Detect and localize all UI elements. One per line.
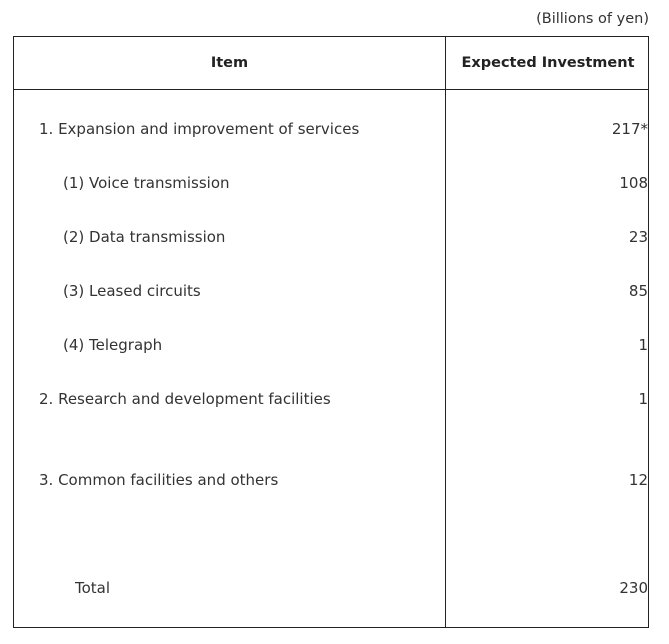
total-label: Total bbox=[75, 579, 111, 597]
row-label: 2. Research and development facilities bbox=[39, 390, 331, 408]
row-value: 108 bbox=[619, 174, 648, 192]
table-row bbox=[14, 471, 648, 493]
row-label: (2) Data transmission bbox=[63, 228, 226, 246]
unit-note: (Billions of yen) bbox=[536, 11, 649, 27]
row-label: 1. Expansion and improvement of services bbox=[39, 120, 360, 138]
total-value: 230 bbox=[619, 579, 648, 597]
table-row bbox=[14, 336, 648, 358]
row-value: 85 bbox=[628, 282, 648, 300]
row-value: 12 bbox=[628, 471, 648, 489]
table-row bbox=[14, 282, 648, 304]
table-header bbox=[14, 37, 648, 90]
table-row bbox=[14, 390, 648, 412]
row-value: 23 bbox=[628, 228, 648, 246]
header-expected-investment: Expected Investment bbox=[461, 55, 635, 71]
table-row bbox=[14, 228, 648, 250]
row-value: 217* bbox=[611, 120, 648, 138]
table-row bbox=[14, 174, 648, 196]
row-label: 3. Common facilities and others bbox=[39, 471, 279, 489]
table-row bbox=[14, 120, 648, 142]
investment-table bbox=[13, 36, 649, 628]
row-label: (4) Telegraph bbox=[63, 336, 163, 354]
header-item: Item bbox=[210, 55, 249, 71]
row-value: 1 bbox=[638, 336, 648, 354]
table-row-total bbox=[14, 579, 648, 601]
row-label: (1) Voice transmission bbox=[63, 174, 230, 192]
row-label: (3) Leased circuits bbox=[63, 282, 201, 300]
row-value: 1 bbox=[638, 390, 648, 408]
